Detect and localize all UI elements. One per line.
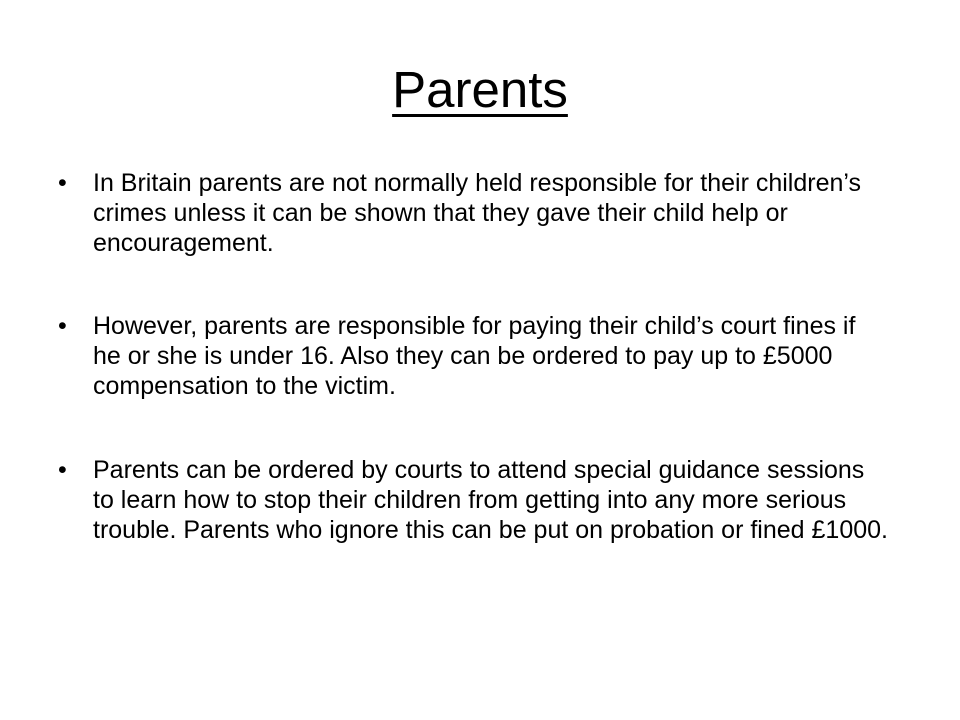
bullet-list	[58, 168, 888, 598]
bullet-item: • However, parents are responsible for paying their child’s court fines if he or she is under 16. Also they can be ordered to pay up to £5000 compensation to the victim.	[58, 311, 888, 401]
bullet-item: • Parents can be ordered by courts to attend special guidance sessions to learn how to stop their children from getting into any more serious trouble. Parents who ignore this can be put on probation or fined £1000.	[58, 455, 888, 545]
slide-title-text: Parents	[392, 61, 568, 118]
slide-title	[0, 58, 960, 122]
bullet-item: • In Britain parents are not normally held responsible for their children’s crimes unless it can be shown that they gave their child help or encouragement.	[58, 168, 888, 258]
